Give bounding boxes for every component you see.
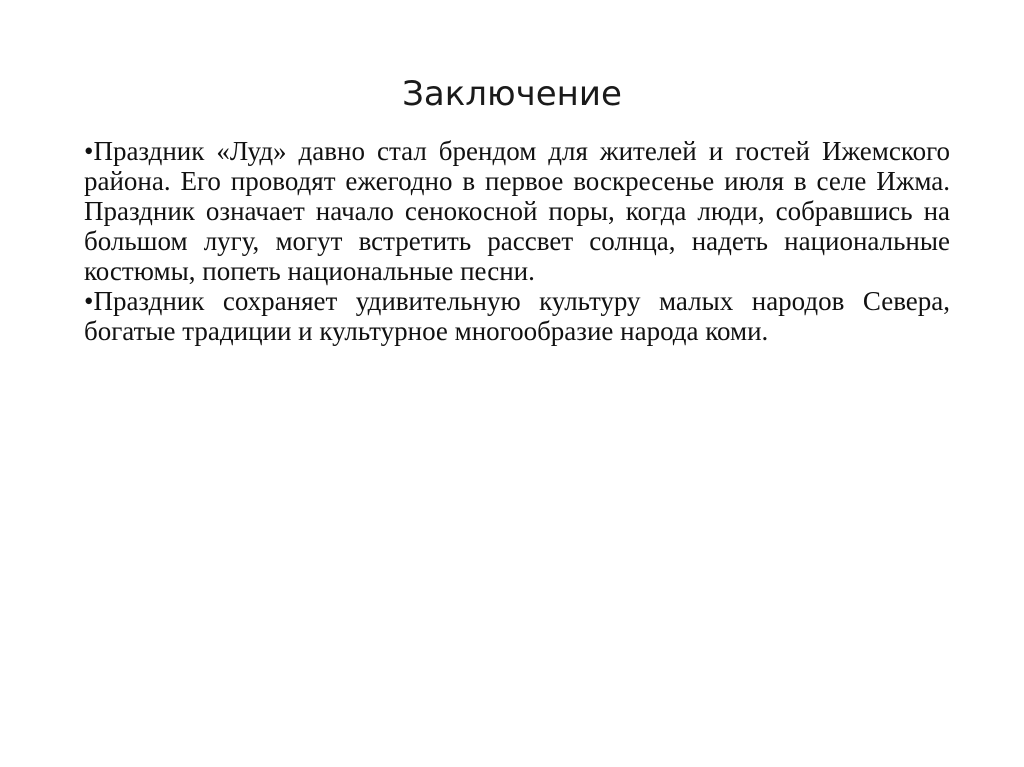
bullet-item: •Праздник сохраняет удивительную культуру малых народов Севера, богатые традиции и культурное многообразие народа коми. [84,286,950,346]
bullet-list [84,136,950,346]
bullet-item: •Праздник «Луд» давно стал брендом для жителей и гостей Ижемского района. Его проводят ежегодно в первое воскресенье июля в селе Ижма. Праздник означает начало сенокосной поры, когда люди, собравшись на большом лугу, могут встретить рассвет солнца, надеть национальные костюмы, попеть национальные песни. [84,136,950,286]
slide-title: Заключение [402,74,622,114]
